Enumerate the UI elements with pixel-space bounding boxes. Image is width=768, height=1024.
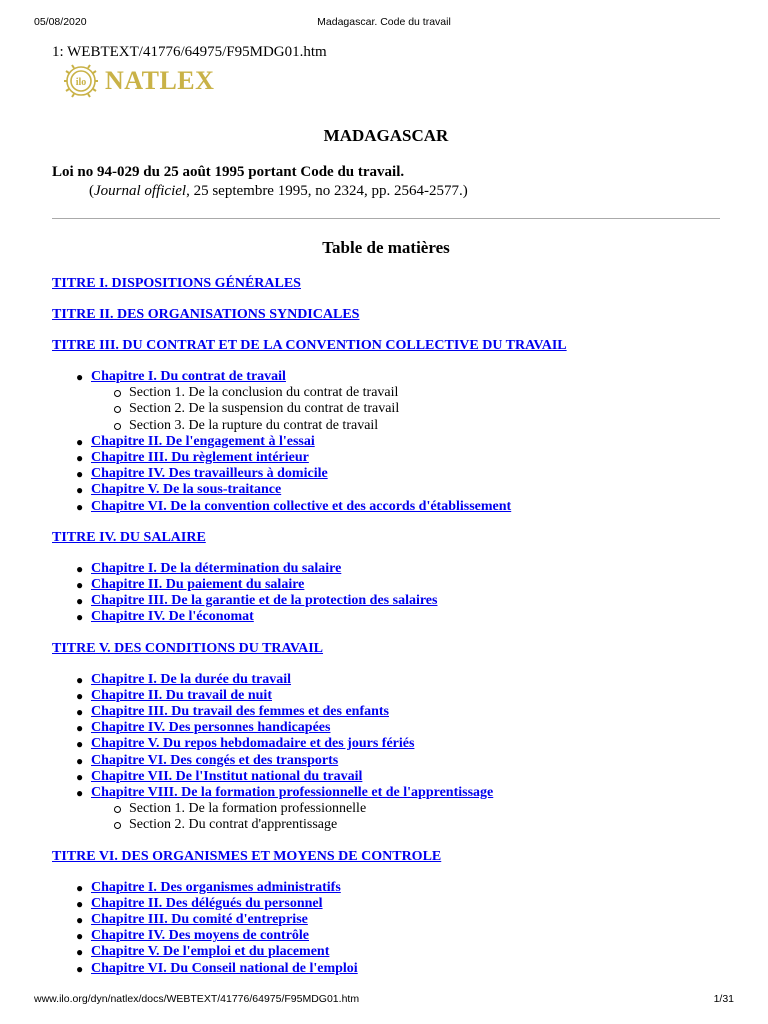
chapter-item (76, 704, 720, 720)
circle-bullet-icon (114, 406, 121, 413)
chapter-item (76, 482, 720, 498)
separator (52, 218, 720, 219)
bullet-icon: ● (76, 769, 84, 784)
chapter-item (76, 560, 720, 577)
natlex-brand: NATLEX (105, 66, 215, 95)
journal-name: Journal officiel (94, 183, 187, 199)
section-item (129, 801, 720, 817)
chapter-link[interactable]: Chapitre I. De la détermination du salaire (91, 560, 342, 576)
chapter-link[interactable]: Chapitre IV. Des travailleurs à domicile (91, 466, 328, 482)
bullet-icon: ● (76, 945, 84, 960)
bullet-icon: ● (76, 961, 84, 976)
titre-link[interactable]: TITRE II. DES ORGANISATIONS SYNDICALES (52, 307, 360, 322)
chapter-link[interactable]: Chapitre III. De la garantie et de la protection des salaires (91, 593, 438, 609)
chapter-link[interactable]: Chapitre VI. Des congés et des transports (91, 752, 339, 768)
chapter-link[interactable]: Chapitre II. Du travail de nuit (91, 687, 272, 703)
chapter-list (52, 561, 720, 626)
bullet-icon: ● (76, 578, 84, 593)
chapter-link[interactable]: Chapitre II. Du paiement du salaire (91, 577, 305, 593)
chapter-item (76, 960, 720, 977)
chapter-link[interactable]: Chapitre IV. Des moyens de contrôle (91, 928, 310, 944)
chapter-item (76, 433, 720, 450)
chapter-link[interactable]: Chapitre VI. Du Conseil national de l'emploi (91, 960, 358, 976)
print-url: www.ilo.org/dyn/natlex/docs/WEBTEXT/41776/64975/F95MDG01.htm (34, 993, 360, 1005)
chapter-item (76, 720, 720, 736)
chapter-item (76, 369, 720, 434)
chapter-link[interactable]: Chapitre III. Du comité d'entreprise (91, 912, 308, 928)
chapter-link[interactable]: Chapitre II. Des délégués du personnel (91, 895, 323, 911)
bullet-icon: ● (76, 786, 84, 801)
print-header (0, 16, 768, 32)
chapter-item (76, 498, 720, 515)
section-item (129, 418, 720, 434)
circle-bullet-icon (114, 390, 121, 397)
chapter-item (76, 752, 720, 769)
circle-bullet-icon (114, 822, 121, 829)
section-label: Section 2. De la suspension du contrat de travail (129, 401, 400, 417)
chapter-link[interactable]: Chapitre V. Du repos hebdomadaire et des jours fériés (91, 736, 415, 752)
chapter-item (76, 912, 720, 928)
bullet-icon: ● (76, 483, 84, 498)
bullet-icon: ● (76, 896, 84, 911)
bullet-icon: ● (76, 913, 84, 928)
chapter-link[interactable]: Chapitre III. Du règlement intérieur (91, 450, 309, 466)
section-item (129, 817, 720, 833)
bullet-icon: ● (76, 721, 84, 736)
circle-bullet-icon (114, 423, 121, 430)
chapter-item (76, 593, 720, 609)
chapter-link[interactable]: Chapitre I. De la durée du travail (91, 671, 292, 687)
chapter-link[interactable]: Chapitre V. De l'emploi et du placement (91, 944, 330, 960)
chapter-item (76, 928, 720, 944)
bullet-icon: ● (76, 672, 84, 687)
chapter-link[interactable]: Chapitre VI. De la convention collective et des accords d'établissement (91, 498, 512, 514)
print-title: Madagascar. Code du travail (317, 16, 451, 28)
chapter-item (76, 577, 720, 593)
journal-details: , 25 septembre 1995, no 2324, pp. 2564-2577.) (186, 183, 468, 199)
print-footer (0, 993, 768, 1009)
journal-open: ( (89, 183, 94, 199)
chapter-link[interactable]: Chapitre IV. Des personnes handicapées (91, 720, 331, 736)
titre-link[interactable]: TITRE I. DISPOSITIONS GÉNÉRALES (52, 276, 301, 291)
bullet-icon: ● (76, 467, 84, 482)
svg-text:ilo: ilo (75, 77, 87, 88)
bullet-icon: ● (76, 434, 84, 449)
chapter-item (76, 768, 720, 785)
chapter-item (76, 895, 720, 912)
bullet-icon: ● (76, 737, 84, 752)
bullet-icon: ● (76, 370, 84, 384)
bullet-icon: ● (76, 929, 84, 944)
chapter-item (76, 944, 720, 960)
bullet-icon: ● (76, 688, 84, 703)
chapter-item (76, 687, 720, 704)
section-list (91, 385, 720, 434)
chapter-list (52, 880, 720, 977)
section-list (91, 801, 720, 833)
circle-bullet-icon (114, 806, 121, 813)
titre-link[interactable]: TITRE V. DES CONDITIONS DU TRAVAIL (52, 640, 324, 656)
section-label: Section 3. De la rupture du contrat de travail (129, 417, 379, 433)
bullet-icon: ● (76, 499, 84, 514)
section-label: Section 2. Du contrat d'apprentissage (129, 817, 338, 833)
natlex-logo (63, 64, 720, 98)
ilo-emblem-icon (63, 64, 99, 98)
chapter-link[interactable]: Chapitre II. De l'engagement à l'essai (91, 433, 315, 449)
print-date: 05/08/2020 (34, 16, 87, 28)
webtext-path: 1: WEBTEXT/41776/64975/F95MDG01.htm (52, 44, 327, 60)
section-item (129, 401, 720, 417)
bullet-icon: ● (76, 705, 84, 720)
chapter-link[interactable]: Chapitre I. Des organismes administratifs (91, 879, 341, 895)
bullet-icon: ● (76, 880, 84, 895)
chapter-list (52, 369, 720, 515)
chapter-item (76, 609, 720, 625)
table-of-contents (52, 275, 720, 977)
chapter-item (76, 879, 720, 896)
section-label: Section 1. De la conclusion du contrat de travail (129, 385, 399, 401)
bullet-icon: ● (76, 594, 84, 609)
titre-link[interactable]: TITRE III. DU CONTRAT ET DE LA CONVENTION COLLECTIVE DU TRAVAIL (52, 338, 567, 353)
bullet-icon: ● (76, 610, 84, 625)
titre-link[interactable]: TITRE VI. DES ORGANISMES ET MOYENS DE CONTROLE (52, 848, 442, 864)
chapter-link[interactable]: Chapitre VII. De l'Institut national du travail (91, 768, 363, 784)
country-heading: MADAGASCAR (323, 126, 449, 145)
law-title: Loi no 94-029 du 25 août 1995 portant Code du travail. (52, 164, 405, 180)
section-item (129, 385, 720, 401)
document-content (52, 43, 720, 977)
chapter-link[interactable]: Chapitre III. Du travail des femmes et des enfants (91, 704, 389, 720)
chapter-list (52, 672, 720, 834)
chapter-link[interactable]: Chapitre I. Du contrat de travail (91, 369, 286, 384)
chapter-item (76, 671, 720, 688)
chapter-link[interactable]: Chapitre IV. De l'économat (91, 609, 254, 625)
journal-reference (52, 182, 720, 201)
titre-link[interactable]: TITRE IV. DU SALAIRE (52, 529, 206, 545)
chapter-item (76, 785, 720, 834)
toc-heading: Table de matières (322, 238, 450, 257)
bullet-icon: ● (76, 561, 84, 576)
chapter-item (76, 450, 720, 466)
chapter-item (76, 466, 720, 482)
bullet-icon: ● (76, 753, 84, 768)
page-number: 1/31 (713, 993, 734, 1005)
chapter-item (76, 736, 720, 752)
chapter-link[interactable]: Chapitre V. De la sous-traitance (91, 482, 282, 498)
bullet-icon: ● (76, 451, 84, 466)
section-label: Section 1. De la formation professionnelle (129, 801, 367, 817)
chapter-link[interactable]: Chapitre VIII. De la formation professionnelle et de l'apprentissage (91, 785, 494, 801)
